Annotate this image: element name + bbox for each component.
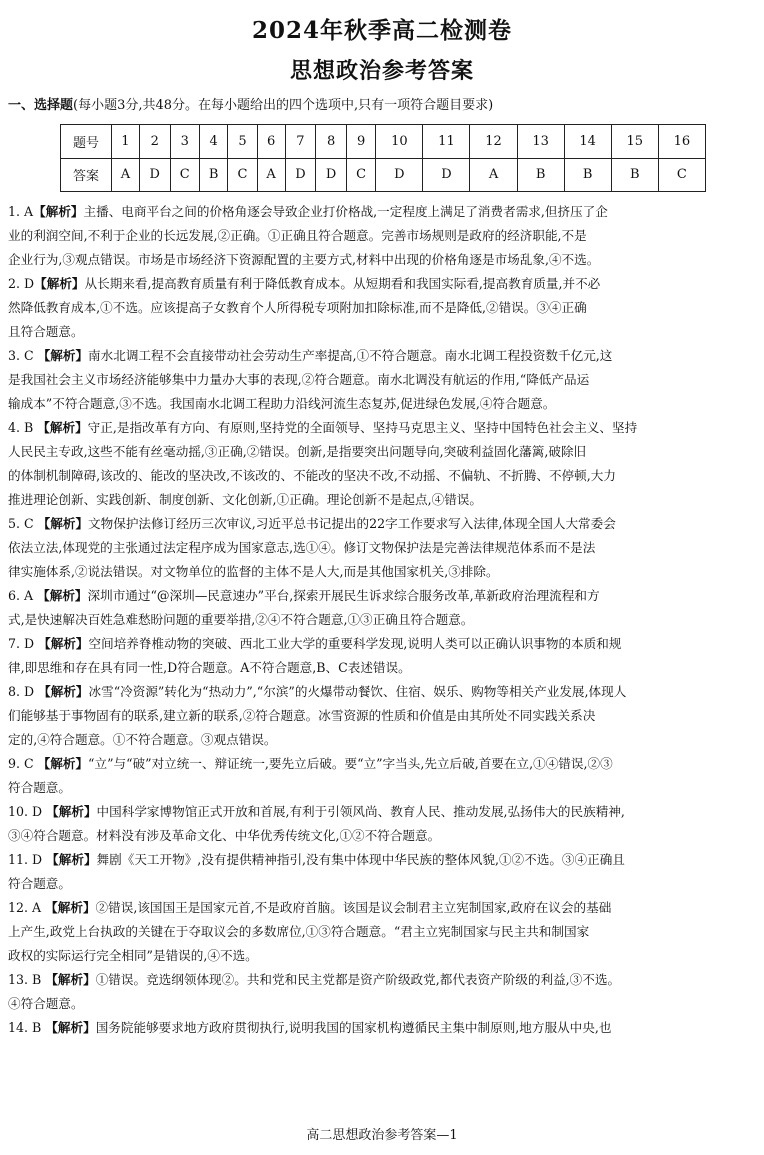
explanation-text: 是我国社会主义市场经济能够集中力量办大事的表现,②符合题意。南水北调没有航运的作用,“降低产品运 — [8, 372, 590, 387]
explanations-list — [8, 200, 758, 1040]
explanation-line — [8, 1016, 758, 1040]
question-answer-label: 4. B — [8, 420, 34, 435]
table-cell-answer: D — [139, 158, 170, 192]
section-label: 一、选择题 — [8, 98, 74, 113]
table-cell-number: 14 — [564, 125, 611, 159]
explanation-item — [8, 200, 758, 272]
explanation-item — [8, 752, 758, 800]
explanation-text: 然降低教育成本,①不选。应该提高子女教育个人所得税专项附加扣除标准,而不是降低,②错误。③④正确 — [8, 300, 587, 315]
page-title: 2024年秋季高二检测卷 — [251, 17, 512, 44]
question-answer-label: 5. C — [8, 516, 34, 531]
question-answer-label: 10. D — [8, 804, 43, 819]
explanation-text: 【解析】冰雪“冷资源”转化为“热动力”,“尔滨”的火爆带动餐饮、住宿、娱乐、购物等相关产业发展,体现人 — [38, 684, 627, 699]
table-cell-answer: A — [112, 158, 140, 192]
explanation-line — [8, 776, 758, 800]
table-cell-answer: D — [423, 158, 470, 192]
explanation-line — [8, 440, 758, 464]
explanation-line — [8, 968, 758, 992]
table-cell-number: 7 — [285, 125, 316, 159]
explanation-line — [8, 512, 758, 536]
explanation-item — [8, 968, 758, 1016]
explanation-text: 定的,④符合题意。①不符合题意。③观点错误。 — [8, 732, 277, 747]
explanation-text: 上产生,政党上台执政的关键在于夺取议会的多数席位,①③符合题意。“君主立宪制国家与民主共和制国家 — [8, 924, 590, 939]
explanation-text: ④符合题意。 — [8, 996, 84, 1011]
explanation-line — [8, 704, 758, 728]
explanation-line — [8, 800, 758, 824]
explanation-line — [8, 656, 758, 680]
explanation-item — [8, 344, 758, 416]
table-cell-number: 16 — [658, 125, 705, 159]
table-cell-answer: D — [316, 158, 347, 192]
explanation-line — [8, 464, 758, 488]
table-cell-number: 15 — [611, 125, 658, 159]
explanation-text: 【解析】“立”与“破”对立统一、辩证统一,要先立后破。要“立”字当头,先立后破,首要在立,①④错误,②③ — [37, 756, 613, 771]
explanation-item — [8, 848, 758, 896]
table-cell-answer: B — [517, 158, 564, 192]
explanation-text: 的体制机制障碍,该改的、能改的坚决改,不该改的、不能改的坚决不改,不动摇、不偏轨、不折腾、不停顿,大力 — [8, 468, 616, 483]
table-row-label: 题号 — [61, 125, 112, 159]
explanation-text: 【解析】南水北调工程不会直接带动社会劳动生产率提高,①不符合题意。南水北调工程投资数千亿元,这 — [37, 348, 613, 363]
explanation-line — [8, 584, 758, 608]
explanation-item — [8, 416, 758, 512]
explanation-line — [8, 944, 758, 968]
explanation-text: 律,即思维和存在具有同一性,D符合题意。A不符合题意,B、C表述错误。 — [8, 660, 411, 675]
table-cell-number: 13 — [517, 125, 564, 159]
table-cell-answer: C — [658, 158, 705, 192]
table-cell-answer: D — [376, 158, 423, 192]
question-answer-label: 12. A — [8, 900, 42, 915]
explanation-line — [8, 680, 758, 704]
table-cell-answer: B — [611, 158, 658, 192]
explanation-line — [8, 632, 758, 656]
explanation-item — [8, 800, 758, 848]
table-cell-number: 11 — [423, 125, 470, 159]
table-cell-number: 3 — [170, 125, 199, 159]
explanation-line — [8, 344, 758, 368]
question-answer-label: 6. A — [8, 588, 34, 603]
question-answer-label: 9. C — [8, 756, 34, 771]
explanation-text: 企业行为,③观点错误。市场是市场经济下资源配置的主要方式,材料中出现的价格角逐是市场乱象,④不选。 — [8, 252, 600, 267]
table-row-label: 答案 — [61, 158, 112, 192]
explanation-text: 政权的实际运行完全相同”是错误的,④不选。 — [8, 948, 258, 963]
explanation-line — [8, 488, 758, 512]
explanation-text: 【解析】国务院能够要求地方政府贯彻执行,说明我国的国家机构遵循民主集中制原则,地方服从中央,也 — [45, 1020, 612, 1035]
explanation-item — [8, 1016, 758, 1040]
explanation-line — [8, 752, 758, 776]
explanation-text: 【解析】深圳市通过“@深圳—民意速办”平台,探索开展民生诉求综合服务改革,革新政府治理流程和方 — [37, 588, 600, 603]
explanation-line — [8, 296, 758, 320]
question-answer-label: 7. D — [8, 636, 35, 651]
answer-table-answer-row — [61, 158, 706, 192]
explanation-line — [8, 848, 758, 872]
explanation-text: 【解析】主播、电商平台之间的价格角逐会导致企业打价格战,一定程度上满足了消费者需求,但挤压了企 — [33, 204, 608, 219]
table-cell-number: 6 — [257, 125, 285, 159]
answer-table — [60, 124, 706, 192]
explanation-text: 【解析】②错误,该国国王是国家元首,不是政府首脑。该国是议会制君主立宪制国家,政府在议会的基础 — [45, 900, 612, 915]
table-cell-answer: C — [170, 158, 199, 192]
explanation-line — [8, 416, 758, 440]
explanation-text: 人民民主专政,这些不能有丝毫动摇,③正确,②错误。创新,是指要突出问题导向,突破利益固化藩篱,破除旧 — [8, 444, 587, 459]
explanation-line — [8, 392, 758, 416]
explanation-line — [8, 560, 758, 584]
question-answer-label: 3. C — [8, 348, 34, 363]
explanation-line — [8, 824, 758, 848]
explanation-text: 律实施体系,②说法错误。对文物单位的监督的主体不是人大,而是其他国家机关,③排除。 — [8, 564, 499, 579]
table-cell-answer: A — [257, 158, 285, 192]
explanation-line — [8, 872, 758, 896]
explanation-text: 【解析】文物保护法修订经历三次审议,习近平总书记提出的22字工作要求写入法律,体现全国人大常委会 — [37, 516, 616, 531]
page-footer: 高二思想政治参考答案—1 — [306, 1128, 458, 1143]
explanation-item — [8, 272, 758, 344]
table-cell-answer: C — [228, 158, 257, 192]
table-cell-answer: C — [346, 158, 375, 192]
explanation-line — [8, 728, 758, 752]
explanation-line — [8, 320, 758, 344]
explanation-text: 符合题意。 — [8, 780, 71, 795]
answer-table-number-row — [61, 125, 706, 159]
table-cell-answer: A — [470, 158, 517, 192]
table-cell-number: 9 — [346, 125, 375, 159]
question-answer-label: 14. B — [8, 1020, 42, 1035]
table-cell-answer: D — [285, 158, 316, 192]
explanation-text: 输成本”不符合题意,③不选。我国南水北调工程助力沿线河流生态复苏,促进绿色发展,④符合题意。 — [8, 396, 556, 411]
question-answer-label: 8. D — [8, 684, 35, 699]
question-answer-label: 2. D — [8, 276, 35, 291]
table-cell-number: 10 — [376, 125, 423, 159]
explanation-line — [8, 272, 758, 296]
explanation-line — [8, 536, 758, 560]
explanation-item — [8, 512, 758, 584]
table-cell-answer: B — [564, 158, 611, 192]
explanation-text: 式,是快速解决百姓急难愁盼问题的重要举措,②④不符合题意,①③正确且符合题意。 — [8, 612, 474, 627]
section-heading — [8, 96, 756, 116]
explanation-text: 业的利润空间,不利于企业的长远发展,②正确。①正确且符合题意。完善市场规则是政府的经济职能,不是 — [8, 228, 587, 243]
explanation-text: 【解析】舞剧《天工开物》,没有提供精神指引,没有集中体现中华民族的整体风貌,①②不选。③④正确且 — [46, 852, 625, 867]
explanation-text: 【解析】从长期来看,提高教育质量有利于降低教育成本。从短期看和我国实际看,提高教育质量,并不必 — [34, 276, 601, 291]
explanation-line — [8, 608, 758, 632]
table-cell-number: 12 — [470, 125, 517, 159]
explanation-line — [8, 896, 758, 920]
question-answer-label: 11. D — [8, 852, 43, 867]
table-cell-number: 2 — [139, 125, 170, 159]
explanation-item — [8, 632, 758, 680]
explanation-text: 符合题意。 — [8, 876, 71, 891]
question-answer-label: 13. B — [8, 972, 42, 987]
explanation-line — [8, 224, 758, 248]
explanation-item — [8, 680, 758, 752]
section-instruction: (每小题3分,共48分。在每小题给出的四个选项中,只有一项符合题目要求) — [73, 98, 494, 113]
explanation-line — [8, 248, 758, 272]
explanation-text: 【解析】①错误。竞选纲领体现②。共和党和民主党都是资产阶级政党,都代表资产阶级的利益,③不选。 — [45, 972, 621, 987]
question-answer-label: 1. A — [8, 204, 34, 219]
table-cell-number: 4 — [199, 125, 227, 159]
explanation-item — [8, 896, 758, 968]
explanation-text: 依法立法,体现党的主张通过法定程序成为国家意志,选①④。修订文物保护法是完善法律规范体系而不是法 — [8, 540, 596, 555]
page-subtitle: 思想政治参考答案 — [289, 58, 474, 84]
explanation-text: 【解析】空间培养脊椎动物的突破、西北工业大学的重要科学发现,说明人类可以正确认识事物的本质和规 — [38, 636, 622, 651]
table-cell-number: 8 — [316, 125, 347, 159]
explanation-text: 且符合题意。 — [8, 324, 84, 339]
explanation-line — [8, 368, 758, 392]
table-cell-number: 1 — [112, 125, 140, 159]
explanation-text: 【解析】中国科学家博物馆正式开放和首展,有利于引领风尚、教育人民、推动发展,弘扬伟大的民族精神, — [46, 804, 625, 819]
explanation-item — [8, 584, 758, 632]
table-cell-answer: B — [199, 158, 227, 192]
explanation-text: 【解析】守正,是指改革有方向、有原则,坚持党的全面领导、坚持马克思主义、坚持中国特色社会主义、坚持 — [37, 420, 638, 435]
explanation-text: ③④符合题意。材料没有涉及革命文化、中华优秀传统文化,①②不符合题意。 — [8, 828, 441, 843]
explanation-line — [8, 200, 758, 224]
explanation-text: 们能够基于事物固有的联系,建立新的联系,②符合题意。冰雪资源的性质和价值是由其所处不同实践关系决 — [8, 708, 596, 723]
explanation-text: 推进理论创新、实践创新、制度创新、文化创新,①正确。理论创新不是起点,④错误。 — [8, 492, 482, 507]
table-cell-number: 5 — [228, 125, 257, 159]
explanation-line — [8, 992, 758, 1016]
explanation-line — [8, 920, 758, 944]
